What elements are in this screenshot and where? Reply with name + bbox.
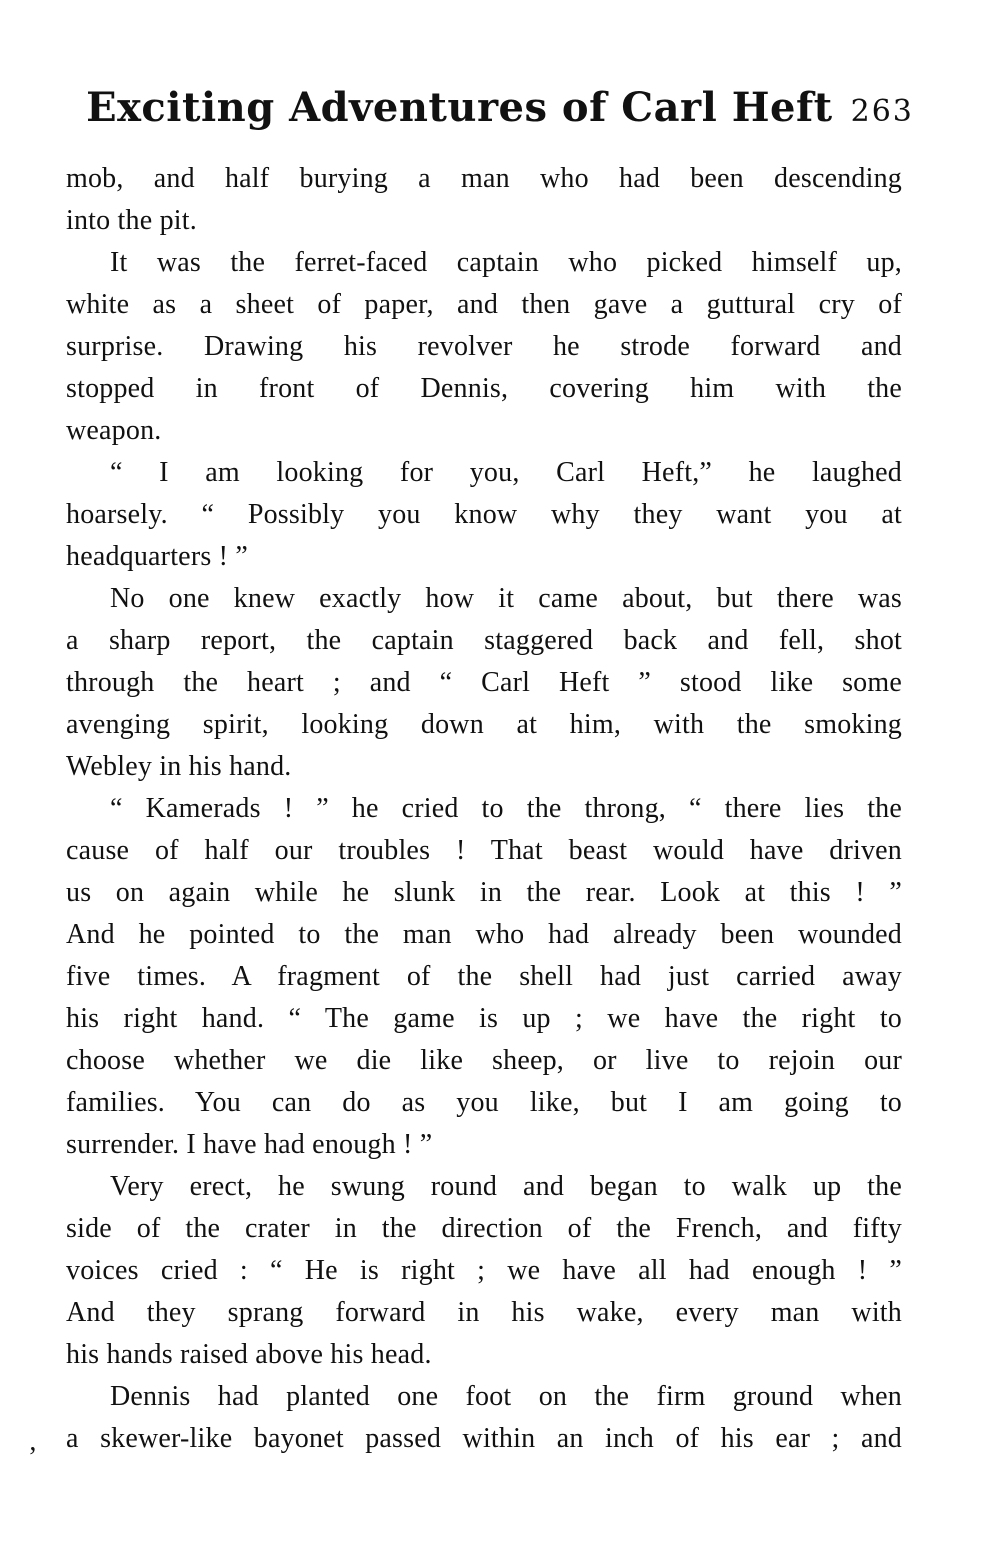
text-line: Very erect, he swung round and began to walk up the <box>110 1171 902 1202</box>
text-line: into the pit. <box>66 205 197 236</box>
text-line: And he pointed to the man who had already been wounded <box>66 919 902 950</box>
text-line: surrender. I have had enough ! ” <box>66 1129 433 1160</box>
paragraph <box>66 452 902 578</box>
scan-artifact-mark: ’ <box>28 1442 38 1473</box>
text-line: “ I am looking for you, Carl Heft,” he laughed <box>110 457 902 488</box>
text-line: voices cried : “ He is right ; we have all had enough ! ” <box>66 1255 902 1286</box>
text-line: through the heart ; and “ Carl Heft ” stood like some <box>66 667 902 698</box>
page-number: 263 <box>850 94 914 129</box>
text-line: surprise. Drawing his revolver he strode forward and <box>66 331 902 362</box>
page-header <box>0 86 1000 130</box>
text-line: No one knew exactly how it came about, but there was <box>110 583 902 614</box>
text-line: Webley in his hand. <box>66 751 292 782</box>
text-line: his hands raised above his head. <box>66 1339 432 1370</box>
text-line: Dennis had planted one foot on the firm ground when <box>110 1381 902 1412</box>
text-line: choose whether we die like sheep, or live to rejoin our <box>66 1045 902 1076</box>
text-line: a sharp report, the captain staggered back and fell, shot <box>66 625 902 656</box>
paragraph <box>66 242 902 452</box>
paragraph <box>66 1376 902 1460</box>
text-line: mob, and half burying a man who had been descending <box>66 163 902 194</box>
text-line: And they sprang forward in his wake, every man with <box>66 1297 902 1328</box>
text-line: stopped in front of Dennis, covering him with the <box>66 373 902 404</box>
text-line: white as a sheet of paper, and then gave a guttural cry of <box>66 289 902 320</box>
paragraph <box>66 578 902 788</box>
text-line: It was the ferret-faced captain who picked himself up, <box>110 247 902 278</box>
text-line: avenging spirit, looking down at him, with the smoking <box>66 709 902 740</box>
text-line: side of the crater in the direction of the French, and fifty <box>66 1213 902 1244</box>
paragraph <box>66 788 902 1166</box>
text-line: headquarters ! ” <box>66 541 248 572</box>
text-line: hoarsely. “ Possibly you know why they want you at <box>66 499 902 530</box>
text-line: families. You can do as you like, but I am going to <box>66 1087 902 1118</box>
text-line: cause of half our troubles ! That beast would have driven <box>66 835 902 866</box>
text-line: his right hand. “ The game is up ; we have the right to <box>66 1003 902 1034</box>
text-line: “ Kamerads ! ” he cried to the throng, “ there lies the <box>110 793 902 824</box>
text-line: a skewer-like bayonet passed within an inch of his ear ; and <box>66 1423 902 1454</box>
paragraph <box>66 158 902 242</box>
text-line: weapon. <box>66 415 162 446</box>
body-text <box>66 158 902 1460</box>
text-line: us on again while he slunk in the rear. Look at this ! ” <box>66 877 902 908</box>
page-title: Exciting Adventures of Carl Heft <box>86 84 833 131</box>
text-line: five times. A fragment of the shell had just carried away <box>66 961 902 992</box>
paragraph <box>66 1166 902 1376</box>
